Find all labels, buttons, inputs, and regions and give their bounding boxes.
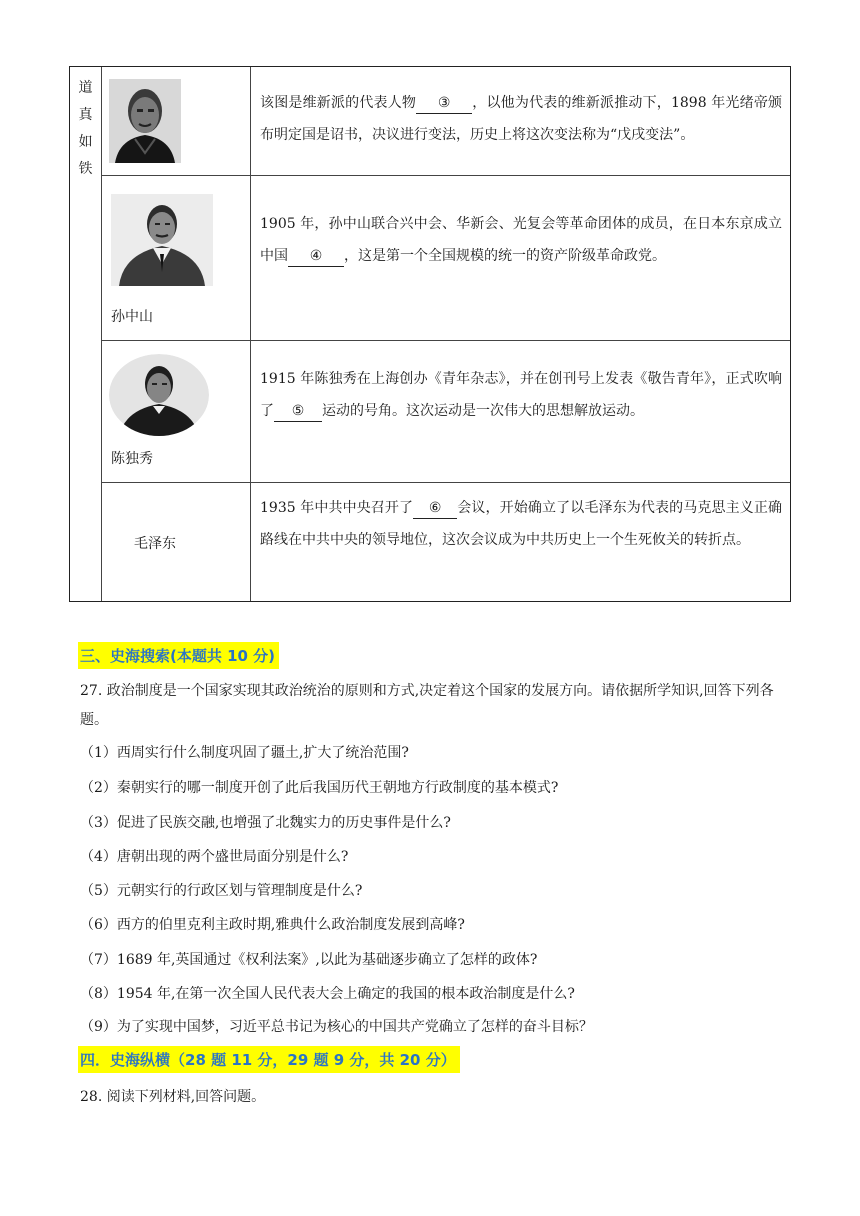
table-divider [250,67,251,601]
question-28: 28. 阅读下列材料,回答问题。 [80,1089,266,1105]
portrait-kang-youwei [109,79,181,163]
table-divider [101,67,102,601]
blank-6: ⑥ [413,498,457,519]
question-27-3: （3）促进了民族交融,也增强了北魏实力的历史事件是什么? [80,815,451,831]
row-divider [101,482,790,483]
question-27-8: （8）1954 年,在第一次全国人民代表大会上确定的我国的根本政治制度是什么? [80,986,575,1002]
question-27-6: （6）西方的伯里克利主政时期,雅典什么政治制度发展到高峰? [80,917,465,933]
question-27-2: （2）秦朝实行的哪一制度开创了此后我国历代王朝地方行政制度的基本模式? [80,780,559,796]
portrait-sun-yat-sen [111,194,213,286]
question-27-1: （1）西周实行什么制度巩固了疆土,扩大了统治范围? [80,745,409,761]
history-figures-table [69,66,791,602]
row-text: 1915 年陈独秀在上海创办《青年杂志》，并在创刊号上发表《敬告青年》，正式吹响了 ⑤ 运动的号角。这次运动是一次伟大的思想解放运动。 [260,363,782,427]
side-label: 道 真 如 铁 [78,80,93,177]
question-27-7: （7）1689 年,英国通过《权利法案》,以此为基础逐步确立了怎样的政体? [80,952,538,968]
row-text: 该图是维新派的代表人物 ③ ，以他为代表的维新派推动下，1898 年光绪帝颁布明定国是诏书，决议进行变法，历史上将这次变法称为“戊戌变法”。 [260,95,783,143]
blank-4: ④ [288,246,344,267]
caption-sun-yat-sen: 孙中山 [111,309,153,325]
portrait-chen-duxiu [109,354,209,436]
row-divider [101,175,790,176]
blank-3: ③ [416,93,472,114]
question-27-9: （9）为了实现中国梦，习近平总书记为核心的中国共产党确立了怎样的奋斗目标？ [80,1019,593,1035]
question-27-4: （4）唐朝出现的两个盛世局面分别是什么? [80,849,349,865]
row-text: 1935 年中共中央召开了 ⑥ 会议，开始确立了以毛泽东为代表的马克思主义正确路线在中共中央的领导地位，这次会议成为中共历史上一个生死攸关的转折点。 [260,500,782,548]
row-text: 1905 年，孙中山联合兴中会、华新会、光复会等革命团体的成员，在日本东京成立中国 ④ ，这是第一个全国规模的统一的资产阶级革命政党。 [260,208,782,272]
caption-chen-duxiu: 陈独秀 [111,451,153,467]
question-27-5: （5）元朝实行的行政区划与管理制度是什么? [80,883,363,899]
blank-5: ⑤ [274,401,322,422]
row-divider [101,340,790,341]
question-27-intro: 27. 政治制度是一个国家实现其政治统治的原则和方式,决定着这个国家的发展方向。请依据所学知识,回答下列各题。 [80,683,774,728]
section-4-heading: 四．史海纵横（28 题 11 分，29 题 9 分，共 20 分） [78,1046,460,1073]
caption-mao-zedong: 毛泽东 [134,536,176,552]
section-3-heading: 三、史海搜索(本题共 10 分) [78,642,279,669]
